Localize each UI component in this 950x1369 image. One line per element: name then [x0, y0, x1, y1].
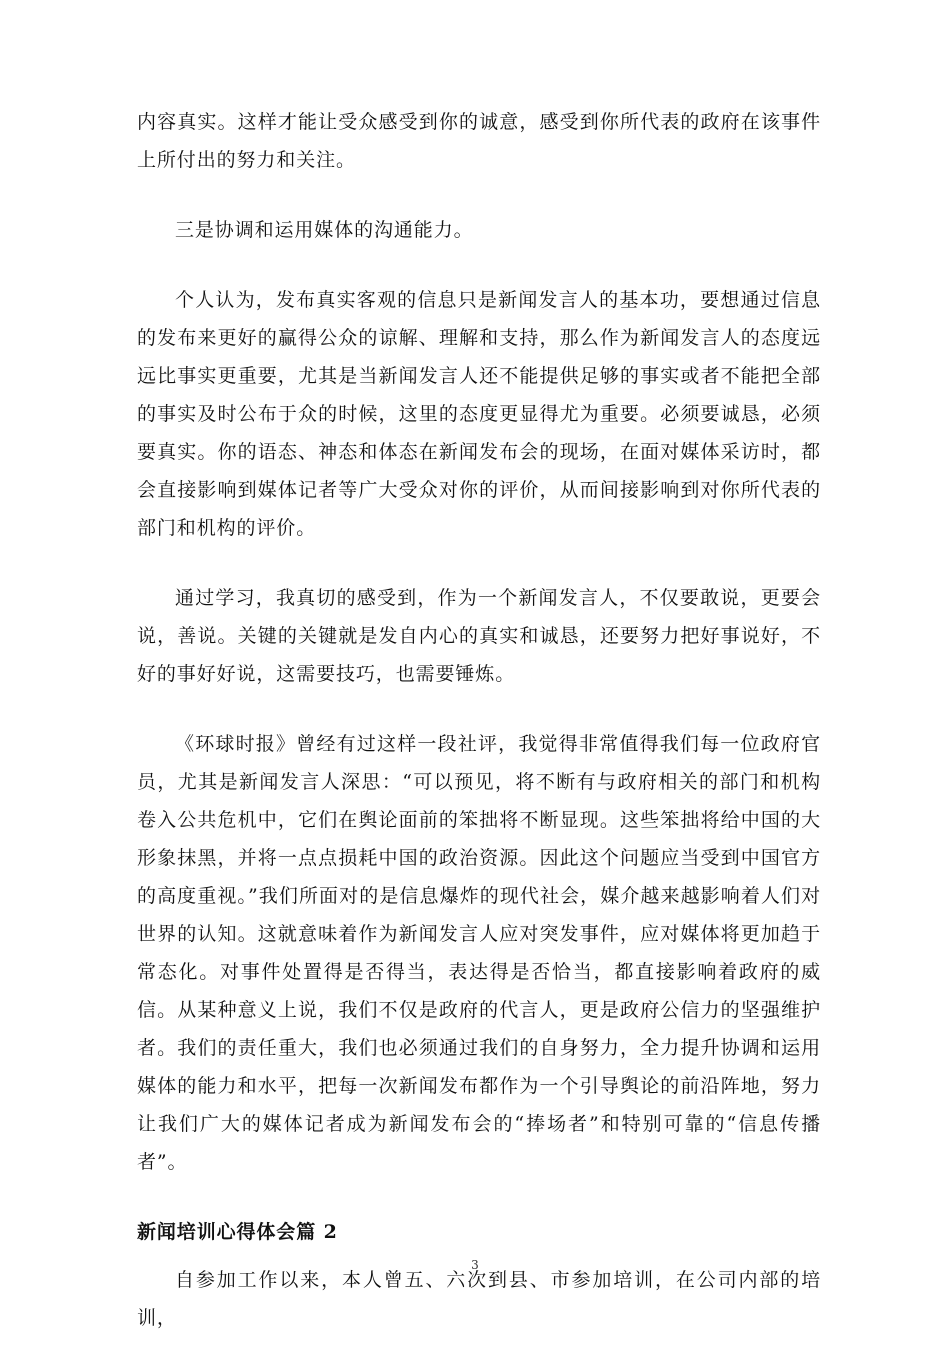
- paragraph-point-three: 三是协调和运用媒体的沟通能力。: [175, 219, 474, 241]
- paragraph-section-start: 自参加工作以来，本人曾五、六次到县、市参加培训，在公司内部的培训，: [137, 1269, 821, 1329]
- paragraph-attitude: 个人认为，发布真实客观的信息只是新闻发言人的基本功，要想通过信息的发布来更好的赢得公众的谅解、理解和支持，那么作为新闻发言人的态度远远比事实更重要，尤其是当新闻发言人还不能提供足够的事实或者不能把全部的事实及时公布于众的时候，这里的态度更显得尤为重要。必须要诚恳，必须要真实。你的语态、神态和体态在新闻发布会的现场，在面对媒体采访时，都会直接影响到媒体记者等广大受众对你的评价，从而间接影响到对你所代表的部门和机构的评价。: [137, 289, 821, 539]
- document-body: [137, 103, 821, 1369]
- paragraph-continuation: 内容真实。这样才能让受众感受到你的诚意，感受到你所代表的政府在该事件上所付出的努力和关注。: [137, 111, 821, 171]
- page-number: 3: [471, 1258, 479, 1272]
- paragraph-learning: 通过学习，我真切的感受到，作为一个新闻发言人，不仅要敢说，更要会说，善说。关键的关键就是发自内心的真实和诚恳，还要努力把好事说好，不好的事好好说，这需要技巧，也需要锤炼。: [137, 587, 821, 685]
- paragraph-global-times: 《环球时报》曾经有过这样一段社评，我觉得非常值得我们每一位政府官员，尤其是新闻发言人深思：“可以预见，将不断有与政府相关的部门和机构卷入公共危机中，它们在舆论面前的笨拙将不断显现。这些笨拙将给中国的大形象抹黑，并将一点点损耗中国的政治资源。因此这个问题应当受到中国官方的高度重视。”我们所面对的是信息爆炸的现代社会，媒介越来越影响着人们对世界的认知。这就意味着作为新闻发言人应对突发事件，应对媒体将更加趋于常态化。对事件处置得是否得当，表达得是否恰当，都直接影响着政府的威信。从某种意义上说，我们不仅是政府的代言人，更是政府公信力的坚强维护者。我们的责任重大，我们也必须通过我们的自身努力，全力提升协调和运用媒体的能力和水平，把每一次新闻发布都作为一个引导舆论的前沿阵地，努力让我们广大的媒体记者成为新闻发布会的“捧场者”和特别可靠的“信息传播者”。: [137, 733, 821, 1173]
- section-heading: 新闻培训心得体会篇 2: [137, 1221, 338, 1243]
